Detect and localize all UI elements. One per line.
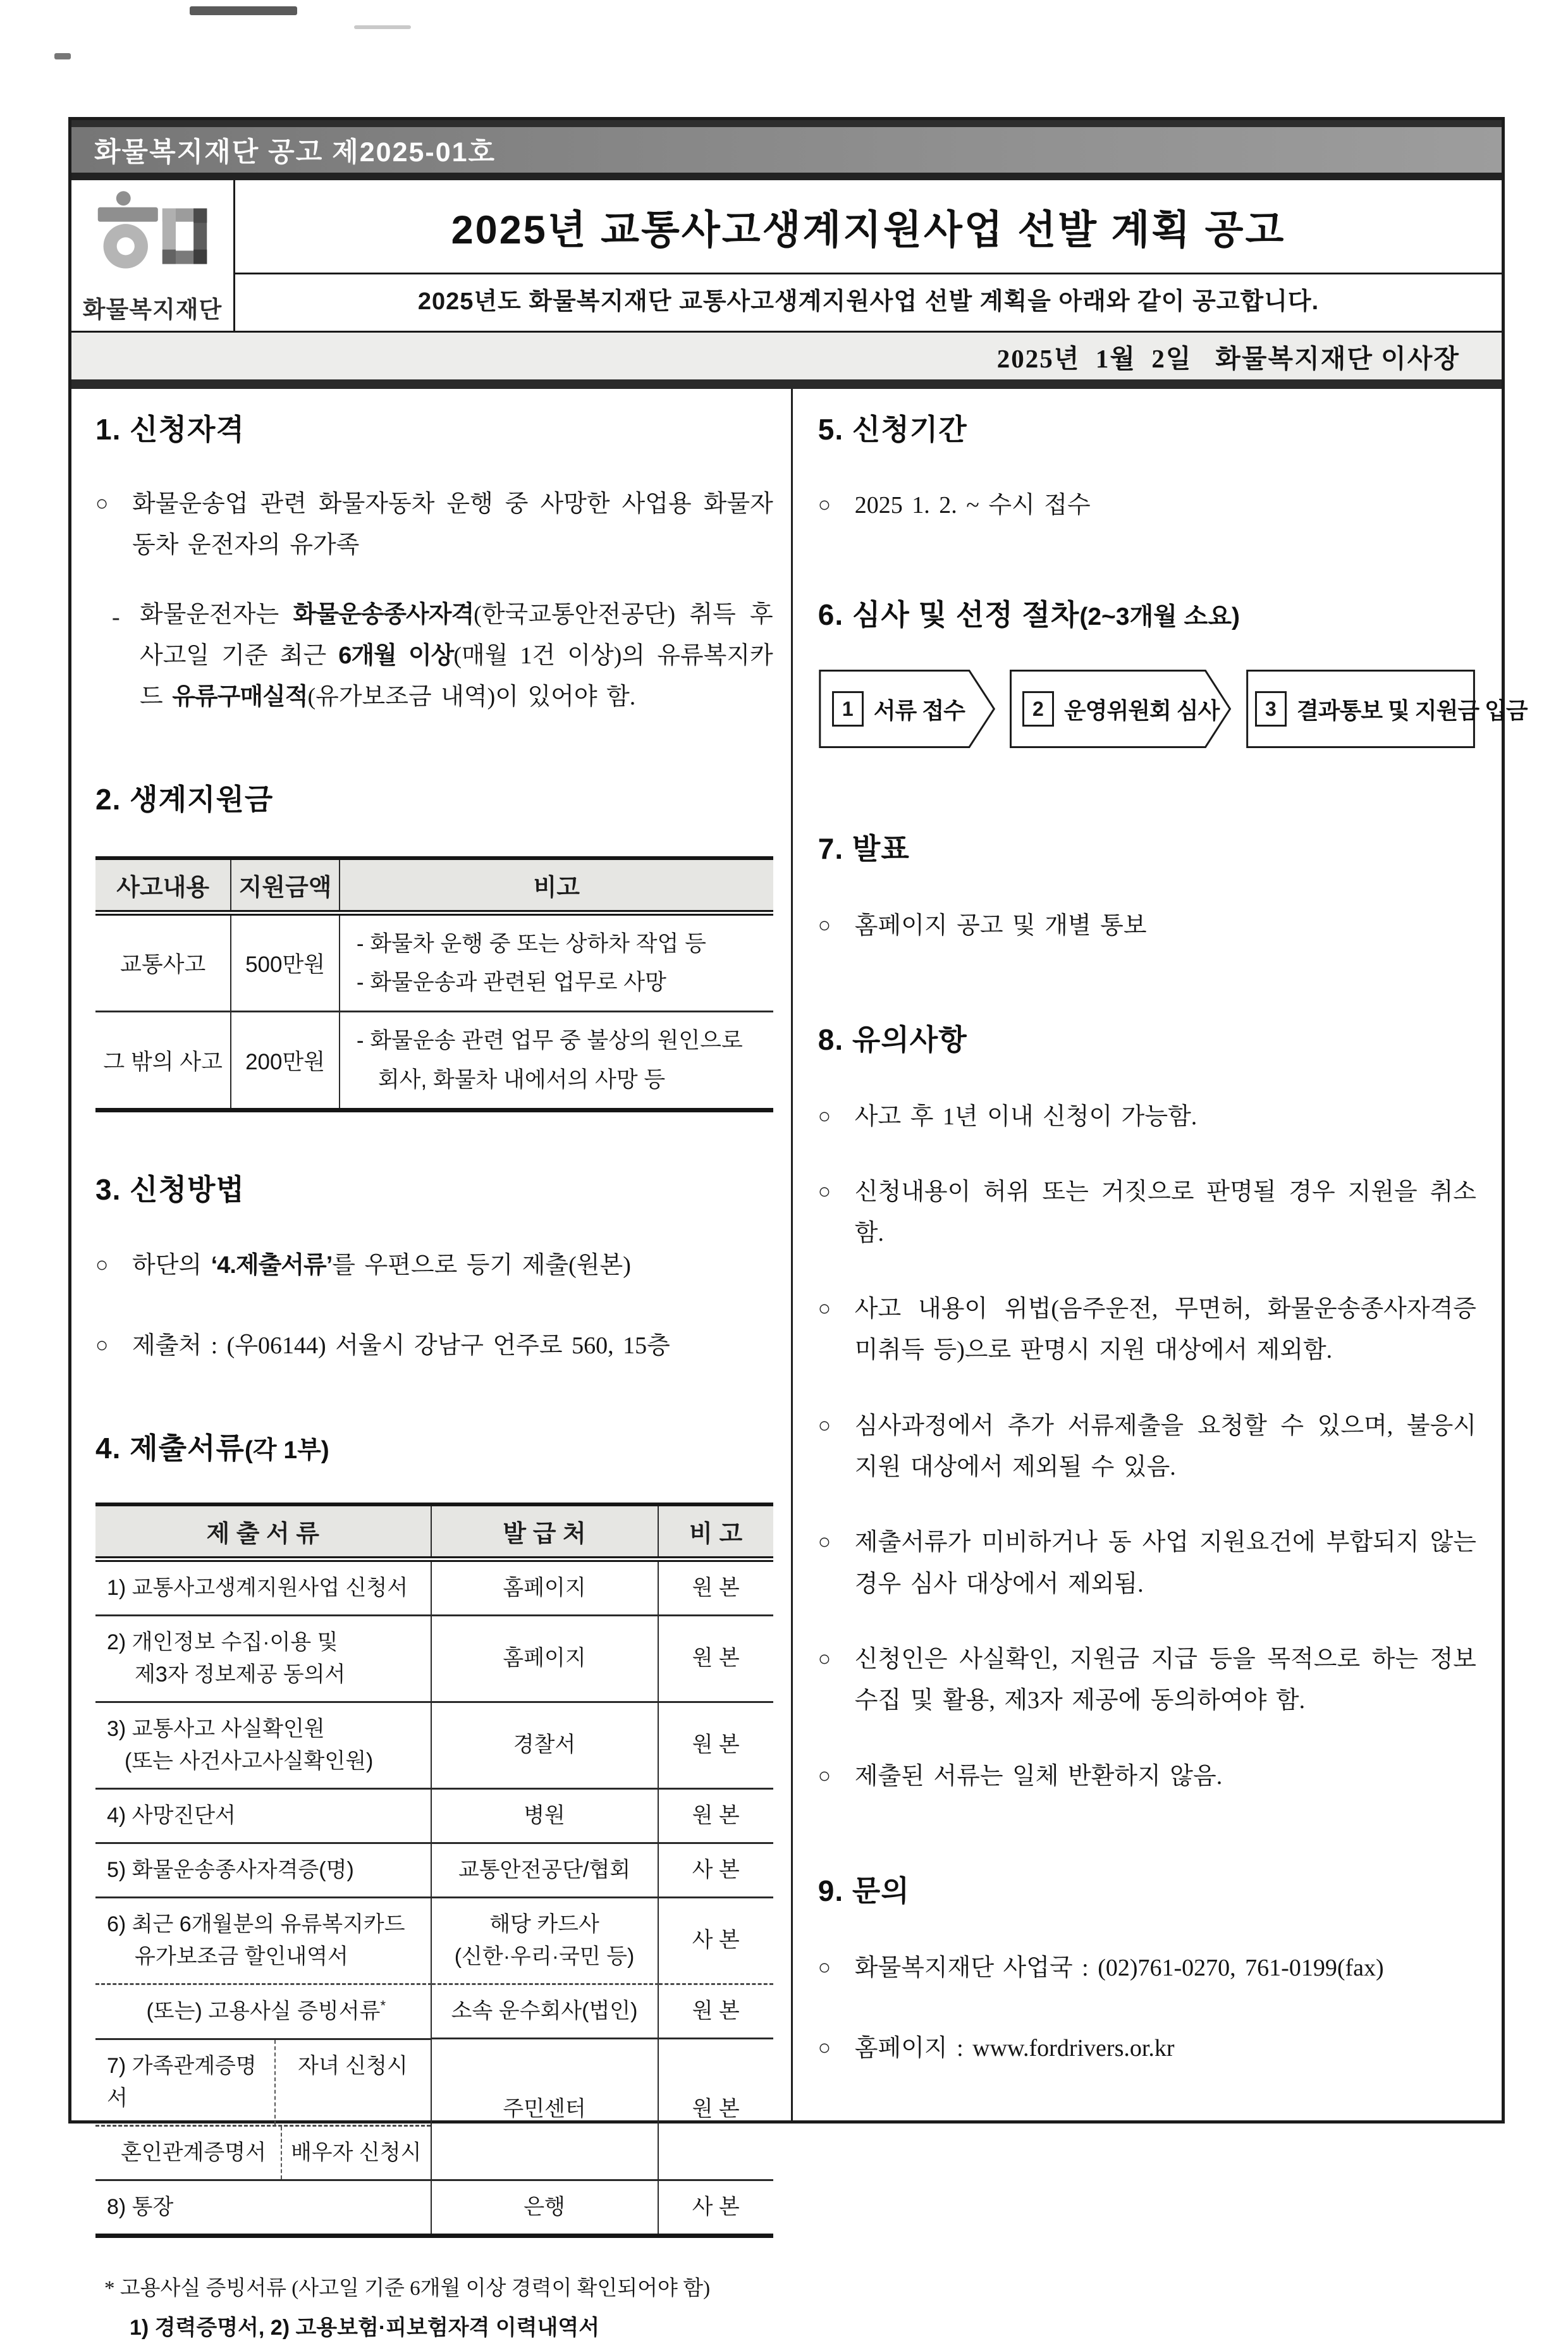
section-3-bullet-2-text: 제출처 : (우06144) 서울시 강남구 언주로 560, 15층 [132, 1332, 670, 1360]
col-header-amount: 지원금액 [231, 858, 339, 913]
copy-type: 사 본 [658, 2180, 773, 2236]
copy-type: 원 본 [658, 2038, 773, 2180]
circle-bullet: ○ [818, 1104, 831, 1128]
document-name: 4) 사망진단서 [95, 1788, 431, 1843]
contact-phone [818, 1948, 1476, 1989]
document-name: 6) 최근 6개월분의 유류복지카드 유가보조금 할인내역서 [95, 1897, 431, 1984]
copy-type: 원 본 [658, 1702, 773, 1788]
section-4-heading: 4. 제출서류(각 1부) [95, 1431, 329, 1465]
document-subtitle: 2025년도 화물복지재단 교통사고생계지원사업 선발 계획을 아래와 같이 공고합니다. [417, 288, 1320, 315]
accident-type: 그 밖의 사고 [95, 1012, 231, 1110]
table-row [95, 2180, 773, 2236]
issuer: 병원 [431, 1788, 658, 1843]
notice-item-text: 신청내용이 허위 또는 거짓으로 판명될 경우 지원을 취소함. [854, 1179, 1476, 1247]
document-name: (또는) 고용사실 증빙서류* [146, 1998, 386, 2024]
circle-bullet: ○ [95, 1334, 109, 1358]
accident-type: 교통사고 [95, 913, 231, 1012]
document-name: 7) 가족관계증명서 [107, 2054, 257, 2111]
table-row [95, 1843, 773, 1897]
table-row [95, 1788, 773, 1843]
notice-item-text: 사고 내용이 위법(음주운전, 무면허, 화물운송종사자격증 미취득 등)으로 판명시 지원 대상에서 제외함. [854, 1295, 1476, 1364]
circle-bullet: ○ [95, 1253, 109, 1277]
section-7-bullet [818, 906, 1476, 947]
document-header [71, 180, 1502, 333]
foundation-logo-icon [97, 187, 208, 281]
foundation-logo [71, 180, 235, 331]
document-name: 3) 교통사고 사실확인원 (또는 사건사고사실확인원) [95, 1702, 431, 1788]
notice-item-text: 신청인은 사실확인, 지원금 지급 등을 목적으로 하는 정보 수집 및 활용, 제3자 제공에 동의하여야 함. [854, 1645, 1476, 1714]
scan-artifact [54, 53, 71, 59]
notice-item-text: 제출된 서류는 일체 반환하지 않음. [854, 1762, 1223, 1790]
document-title: 2025년 교통사고생계지원사업 선발 계획 공고 [235, 180, 1502, 274]
notice-item [818, 1406, 1476, 1489]
notice-number: 화물복지재단 공고 제2025-01호 [94, 137, 496, 168]
date-line-bar [71, 333, 1502, 389]
circle-bullet: ○ [818, 2036, 831, 2060]
right-column [791, 389, 1528, 2120]
document-name: 5) 화물운송종사자격증(명) [95, 1843, 431, 1897]
table-row [95, 1702, 773, 1788]
col-header-accident: 사고내용 [95, 858, 231, 913]
issuer: 소속 운수회사(법인) [431, 1984, 658, 2038]
document-name-split [95, 2038, 431, 2127]
footnote [95, 2270, 773, 2348]
step-label: 운영위원회 심사 [1063, 697, 1220, 723]
section-8-heading: 8. 유의사항 [818, 1023, 967, 1056]
issuer: 주민센터 [431, 2038, 658, 2180]
contact-website [818, 2028, 1476, 2069]
foundation-logo-text: 화물복지재단 [82, 297, 223, 323]
dash-bullet: - [112, 603, 120, 630]
section-7-heading: 7. 발표 [818, 832, 910, 866]
title-area [235, 180, 1502, 331]
col-header-issuer: 발 급 처 [431, 1504, 658, 1559]
issuer: 홈페이지 [431, 1559, 658, 1615]
step-number-box: 2 [1022, 691, 1054, 727]
note-cell: - 화물차 운행 중 또는 상하차 작업 등 - 화물운송과 관련된 업무로 사망 [340, 913, 773, 1012]
process-flow [818, 669, 1528, 749]
date-line: 2025년 1월 2일 화물복지재단 이사장 [996, 343, 1460, 373]
contact-website-text: 홈페이지 : www.fordrivers.or.kr [854, 2035, 1175, 2062]
circle-bullet: ○ [818, 1413, 831, 1437]
section-3-bullet-2 [95, 1325, 773, 1367]
document-name: 2) 개인정보 수집·이용 및 제3자 정보제공 동의서 [95, 1615, 431, 1702]
scan-artifact [190, 6, 297, 15]
step-label: 결과통보 및 지원금 입금 [1296, 697, 1528, 723]
amount: 500만원 [231, 913, 339, 1012]
section-2-heading: 2. 생계지원금 [95, 782, 274, 816]
section-5-bullet [818, 485, 1476, 526]
document-name: 8) 통장 [95, 2180, 431, 2236]
circle-bullet: ○ [818, 1296, 831, 1320]
step-label: 서류 접수 [873, 697, 965, 723]
document-name-split [95, 2127, 431, 2179]
issuer: 해당 카드사 (신한·우리·국민 등) [431, 1897, 658, 1984]
section-1-subbullet-text: 화물운전자는 화물운송종사자격(한국교통안전공단) 취득 후 사고일 기준 최근 6개월 이상(매월 1건 이상)의 유류복지카드 유류구매실적(유가보조금 내역)이 있어야 함. [140, 601, 773, 711]
notice-item [818, 1639, 1476, 1722]
note-cell: - 화물운송 관련 업무 중 불상의 원인으로 회사, 화물차 내에서의 사망 등 [340, 1012, 773, 1110]
document-name: 1) 교통사고생계지원사업 신청서 [95, 1559, 431, 1615]
circle-bullet: ○ [818, 1530, 831, 1554]
notice-item-text: 사고 후 1년 이내 신청이 가능함. [854, 1103, 1197, 1130]
section-1-heading: 1. 신청자격 [95, 413, 245, 446]
copy-type: 원 본 [658, 1984, 773, 2038]
section-3-bullet-1-text: 하단의 ‘4.제출서류’를 우편으로 등기 제출(원본) [132, 1251, 631, 1279]
table-header-row [95, 858, 773, 913]
copy-type: 사 본 [658, 1843, 773, 1897]
notice-item [818, 1097, 1476, 1138]
section-5-heading: 5. 신청기간 [818, 413, 967, 446]
section-9-heading: 9. 문의 [818, 1874, 910, 1908]
section-3-bullet-1 [95, 1245, 773, 1286]
section-1-subbullet [95, 594, 773, 718]
circle-bullet: ○ [818, 1180, 831, 1204]
issuer: 교통안전공단/협회 [431, 1843, 658, 1897]
notice-item-text: 제출서류가 미비하거나 동 사업 지원요건에 부합되지 않는 경우 심사 대상에서 제외됨. [854, 1529, 1476, 1597]
table-row [95, 1559, 773, 1615]
notice-item [818, 1289, 1476, 1372]
copy-type: 원 본 [658, 1559, 773, 1615]
circle-bullet: ○ [95, 492, 109, 515]
contact-phone-text: 화물복지재단 사업국 : (02)761-0270, 761-0199(fax) [854, 1955, 1384, 1982]
table-row [95, 1897, 773, 1984]
section-1-bullet-text: 화물운송업 관련 화물자동차 운행 중 사망한 사업용 화물자동차 운전자의 유가족 [132, 491, 773, 559]
circle-bullet: ○ [818, 1764, 831, 1788]
notice-number-bar [71, 120, 1502, 180]
condition: 배우자 신청시 [281, 2127, 431, 2179]
table-row [95, 2038, 773, 2127]
notice-item [818, 1522, 1476, 1605]
circle-bullet: ○ [818, 914, 831, 938]
section-7-bullet-text: 홈페이지 공고 및 개별 통보 [854, 913, 1147, 940]
copy-type: 사 본 [658, 1897, 773, 1984]
table-row [95, 1984, 773, 2038]
col-header-note: 비 고 [658, 1504, 773, 1559]
step-number-box: 3 [1255, 691, 1287, 727]
section-5-bullet-text: 2025 1. 2. ~ 수시 접수 [854, 492, 1091, 519]
support-amount-table [95, 856, 773, 1112]
circle-bullet: ○ [818, 493, 831, 517]
notice-item [818, 1172, 1476, 1255]
step-number-box: 1 [832, 691, 864, 727]
left-column [71, 389, 791, 2340]
flow-step-2 [1008, 669, 1232, 749]
section-1-bullet [95, 484, 773, 567]
document-name: 혼인관계증명서 [121, 2141, 266, 2165]
table-row [95, 1615, 773, 1702]
document-body [71, 389, 1528, 2340]
documents-table [95, 1503, 773, 2239]
section-3-heading: 3. 신청방법 [95, 1172, 245, 1206]
copy-type: 원 본 [658, 1615, 773, 1702]
copy-type: 원 본 [658, 1788, 773, 1843]
condition: 자녀 신청시 [274, 2040, 431, 2125]
table-header-row [95, 1504, 773, 1559]
col-header-note: 비고 [340, 858, 773, 913]
section-6-heading: 6. 심사 및 선정 절차(2~3개월 소요) [818, 598, 1240, 632]
footnote-line-1: * 고용사실 증빙서류 (사고일 기준 6개월 이상 경력이 확인되어야 함) [104, 2277, 711, 2301]
footnote-line-2: 1) 경력증명서, 2) 고용보험·피보험자격 이력내역서 [130, 2316, 600, 2340]
table-row [95, 1012, 773, 1110]
notice-item [818, 1756, 1476, 1797]
table-row [95, 913, 773, 1012]
flow-step-1 [818, 669, 996, 749]
notice-item-text: 심사과정에서 추가 서류제출을 요청할 수 있으며, 불응시 지원 대상에서 제외될 수 있음. [854, 1412, 1476, 1480]
circle-bullet: ○ [818, 1956, 831, 1980]
document-page [68, 117, 1528, 2340]
issuer: 은행 [431, 2180, 658, 2236]
amount: 200만원 [231, 1012, 339, 1110]
circle-bullet: ○ [818, 1647, 831, 1671]
issuer: 홈페이지 [431, 1615, 658, 1702]
scan-artifact [354, 25, 411, 29]
col-header-document: 제 출 서 류 [95, 1504, 431, 1559]
document-subtitle-row [235, 274, 1502, 323]
flow-step-3 [1245, 669, 1528, 749]
issuer: 경찰서 [431, 1702, 658, 1788]
